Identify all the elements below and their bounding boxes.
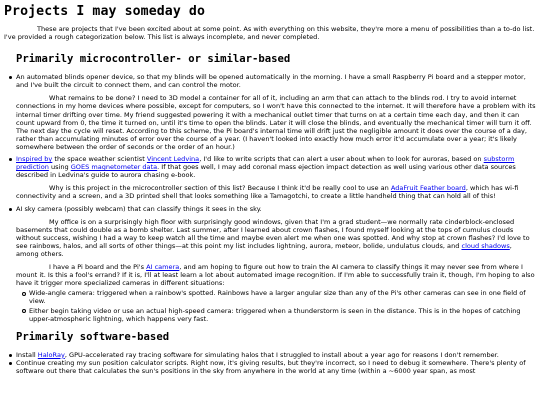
project-list-microcontroller	[4, 73, 536, 323]
blinds-summary: An automated blinds opener device, so that my blinds will be opened automatically in the morning. I have a small Raspberry Pi board and a stepper motor, and I've built the circuit to connect them, and can control the motor.	[16, 73, 526, 90]
aurora-detail-text-2: , which has wi-fi connectivity and a screen, and a 3D printed shell that looks something like a Tamagotchi, to create a little handheld thing that can hold all of this!	[16, 184, 519, 201]
cloud-shadows-link[interactable]: cloud shadows	[461, 241, 510, 250]
list-item-high-speed: Either begin taking video or use an actual high-speed camera: triggered when a thunderstorm is seen in the distance. This is in the hopes of catching upper-atmospheric lightning, which happens very fast.	[29, 307, 536, 323]
adafruit-feather-link[interactable]: AdaFruit Feather board	[390, 184, 466, 193]
list-item-aurora-alert	[16, 155, 536, 200]
aurora-detail-text-1: Why is this project in the microcontroller section of this list? Because I think it'd be really cool to use an	[49, 184, 391, 193]
list-item-blinds-opener	[16, 73, 536, 151]
list-item-sun-calculator: Continue creating my sun position calculator scripts. Right now, it's giving results, but they're incorrect, so I need to debug it somewhere. There's plenty of software out there that calculates the sun's positions in the sky from anywhere in the world at any time (within a ~6000 year span, as most	[16, 359, 536, 375]
aurora-text-4: . If that goes well, I may add coronal mass ejection impact detection as well using various other data sources described in Ledvina's guide to aurora chasing e-book.	[16, 163, 516, 180]
list-item-ai-sky-camera	[16, 205, 536, 323]
sky-camera-text-1a: My office is on a surprisingly high floor with surprisingly good windows, given that I'm a grad student—we normally rate cinderblock-enclosed basements that could double as a bomb shelter. Last summer, after I learned about crown flashes, I found myself looking at the tops of cumulus clouds without success, wishing I had a way to keep watch all the time and maybe even alert me when one was spotted. And why stop at crown flashes? I'd love to see rainbows, halos, and all sorts of other things—at this point my list includes lightning, aurora, meteor, bolide, undulatus clouds, and	[16, 217, 530, 250]
section-heading-software: Primarily software-based	[16, 330, 170, 343]
aurora-text-2: , I'd like to write scripts that can alert a user about when to look for auroras, based on	[199, 155, 484, 164]
list-item-haloray	[16, 351, 536, 359]
goes-magnetometer-link[interactable]: GOES magnetometer data	[70, 163, 158, 172]
haloray-text-1: Install	[16, 350, 38, 359]
project-list-software	[4, 351, 536, 375]
sky-camera-text-2a: I have a Pi board and the Pi's	[49, 263, 147, 272]
aurora-summary	[16, 155, 516, 179]
aurora-text-1: the space weather scientist	[52, 155, 147, 164]
aurora-text-3: using	[48, 163, 71, 172]
substorm-prediction-link[interactable]: substorm prediction	[16, 155, 515, 172]
sky-camera-paragraph-1	[16, 218, 536, 258]
haloray-text-2: , GPU-accelerated ray tracing software for simulating halos that I struggled to install about a year ago for reasons I don't remember.	[64, 350, 499, 359]
inspired-by-link[interactable]: Inspired by	[16, 155, 53, 164]
sky-camera-text-2b: , and am hoping to figure out how to train the AI camera to classify things it may never see from where I mount it. Is this a fool's errand? If it is, I'll at least learn a lot about automated image recognition. If I'm able to successfully train it, though, I'm hoping to also have it trigger more specialized cameras in different situations:	[16, 263, 535, 288]
page-title: Projects I may someday do	[4, 4, 205, 19]
list-item-wide-angle: Wide-angle camera: triggered when a rainbow's spotted. Rainbows have a larger angular size than any of the Pi's other cameras can see in one field of view.	[29, 289, 536, 305]
section-heading-microcontroller: Primarily microcontroller- or similar-based	[16, 53, 291, 66]
intro-paragraph: These are projects that I've been excited about at some point. As with everything on this website, they're more a menu of possibilities than a to-do list. I've provided a rough categorization below. This list is always incomplete, and never completed.	[4, 25, 535, 42]
sky-camera-summary: AI sky camera (possibly webcam) that can classify things it sees in the sky.	[16, 204, 262, 213]
blinds-detail-paragraph: What remains to be done? I need to 3D model a container for all of it, including an arm that can attach to the blinds rod. I try to avoid internet connections in my home devices where possible, except for computers, so I won't have this connected to the internet. It will therefore have a problem with its internal timer drifting over time. My friend suggested powering it with a mechanical outlet timer that turns on at a certain time each day, and then it can count upward from 0, the time it turned on, until it's time to open the blinds. Later it will close the blinds, and eventually the mechanical timer will turn it off. The next day the cycle will reset. According to this scheme, the Pi board's internal time will drift just the negligible amount it does over the course of a day, rather than accumulating minutes of error over the course of a year. (I haven't looked into exactly how much error it'd accumulate over a year; it's likely somewhere between the order of seconds or the order of an hour.)	[16, 94, 536, 151]
aurora-detail-paragraph	[16, 184, 536, 200]
camera-trigger-list	[16, 289, 536, 322]
ai-camera-link[interactable]: AI camera	[146, 263, 180, 272]
haloray-link[interactable]: HaloRay	[37, 350, 65, 359]
vincent-ledvina-link[interactable]: Vincent Ledvina	[146, 155, 200, 164]
sky-camera-paragraph-2	[16, 263, 536, 287]
sky-camera-text-1b: , among others.	[16, 241, 512, 258]
